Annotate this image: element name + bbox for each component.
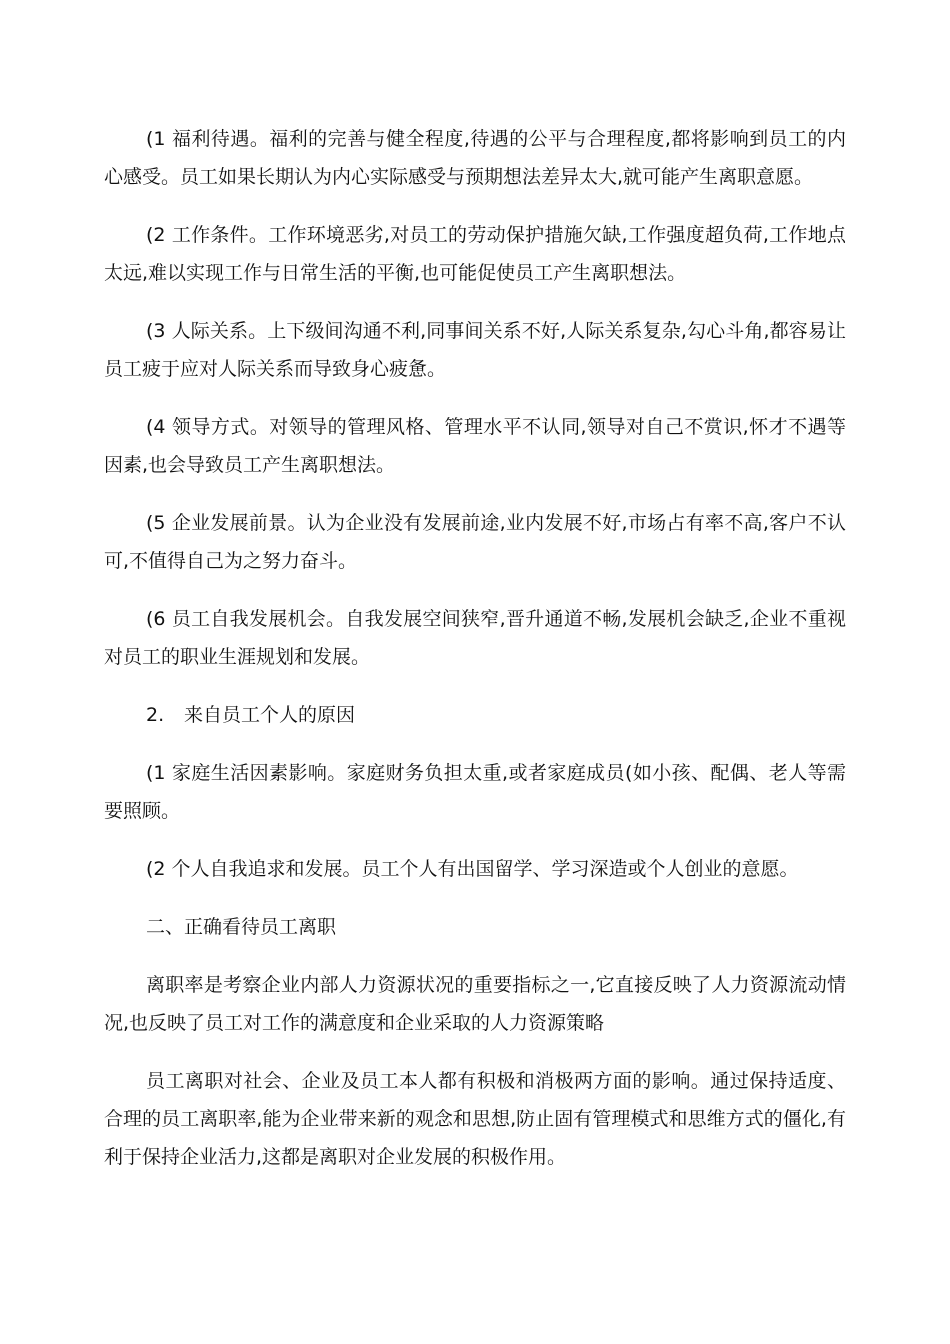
paragraph-turnover-impact: 员工离职对社会、企业及员工本人都有积极和消极两方面的影响。通过保持适度、合理的员工离职率,能为企业带来新的观念和思想,防止固有管理模式和思维方式的僵化,有利于保持企业活力,这都是离职对企业发展的积极作用。	[104, 1070, 846, 1168]
paragraph-turnover-rate: 离职率是考察企业内部人力资源状况的重要指标之一,它直接反映了人力资源流动情况,也反映了员工对工作的满意度和企业采取的人力资源策略	[104, 974, 846, 1034]
paragraph-work-conditions: (2 工作条件。工作环境恶劣,对员工的劳动保护措施欠缺,工作强度超负荷,工作地点太远,难以实现工作与日常生活的平衡,也可能促使员工产生离职想法。	[104, 224, 846, 284]
paragraph-self-development: (6 员工自我发展机会。自我发展空间狭窄,晋升通道不畅,发展机会缺乏,企业不重视对员工的职业生涯规划和发展。	[104, 608, 846, 668]
subheading-text: 来自员工个人的原因	[184, 704, 356, 726]
document-page	[104, 120, 846, 1196]
paragraph-family: (1 家庭生活因素影响。家庭财务负担太重,或者家庭成员(如小孩、配偶、老人等需要照顾。	[104, 762, 846, 822]
section-heading: 二、正确看待员工离职	[146, 916, 337, 938]
paragraph-interpersonal: (3 人际关系。上下级间沟通不利,同事间关系不好,人际关系复杂,勾心斗角,都容易让员工疲于应对人际关系而导致身心疲惫。	[104, 320, 846, 380]
paragraph-personal-pursuit: (2 个人自我追求和发展。员工个人有出国留学、学习深造或个人创业的意愿。	[146, 858, 799, 880]
paragraph-prospects: (5 企业发展前景。认为企业没有发展前途,业内发展不好,市场占有率不高,客户不认可,不值得自己为之努力奋斗。	[104, 512, 846, 572]
paragraph-welfare: (1 福利待遇。福利的完善与健全程度,待遇的公平与合理程度,都将影响到员工的内心感受。员工如果长期认为内心实际感受与预期想法差异太大,就可能产生离职意愿。	[104, 128, 846, 188]
subheading-number: 2.	[146, 704, 165, 726]
subheading-personal-reasons	[104, 696, 846, 734]
paragraph-leadership: (4 领导方式。对领导的管理风格、管理水平不认同,领导对自己不赏识,怀才不遇等因素,也会导致员工产生离职想法。	[104, 416, 846, 476]
